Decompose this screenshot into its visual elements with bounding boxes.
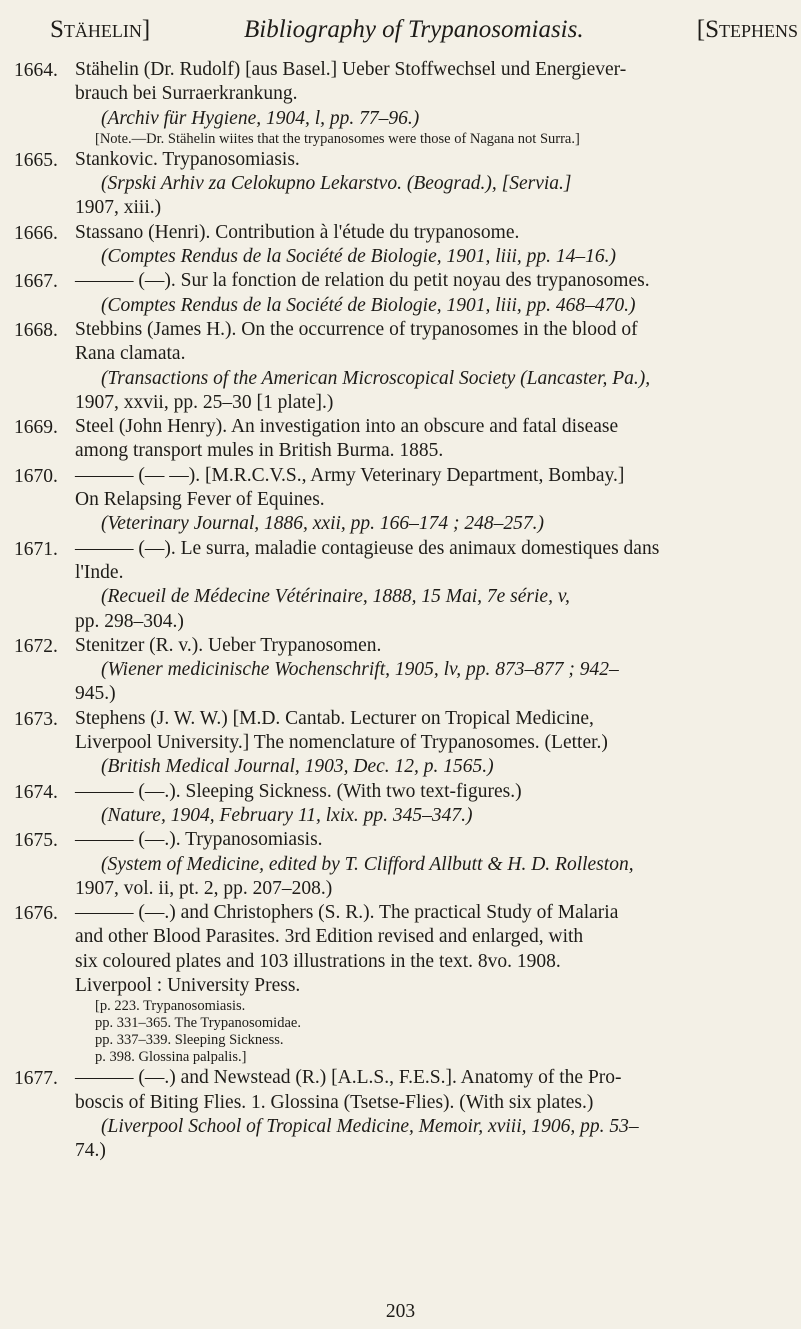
entry-body	[75, 464, 773, 537]
entry-publication-line: (Recueil de Médecine Vétérinaire, 1888, 15 Mai, 7e série, v,	[101, 586, 570, 608]
entry-line: Stenitzer (R. v.). Ueber Trypanosomen.	[75, 634, 382, 656]
entry-line: Stankovic. Trypanosomiasis.	[75, 148, 300, 170]
entry-body	[75, 269, 773, 318]
bibliography-entry	[0, 269, 801, 318]
entry-publication-line: (Archiv für Hygiene, 1904, l, pp. 77–96.)	[101, 107, 420, 129]
bibliography-entry	[0, 318, 801, 415]
entry-line: 1907, vol. ii, pt. 2, pp. 207–208.)	[75, 877, 333, 899]
entry-number: 1669.	[14, 417, 58, 439]
entry-number: 1664.	[14, 60, 58, 81]
entry-number: 1676.	[14, 903, 58, 925]
entry-line: Stephens (J. W. W.) [M.D. Cantab. Lecturer on Tropical Medicine,	[75, 707, 594, 729]
entry-publication-line: (British Medical Journal, 1903, Dec. 12, p. 1565.)	[101, 756, 494, 778]
entry-line: 1907, xiii.)	[75, 197, 162, 219]
entry-line: Stähelin (Dr. Rudolf) [aus Basel.] Ueber Stoffwechsel und Energiever-	[75, 59, 627, 80]
header-title: Bibliography of Trypanosomiasis.	[244, 16, 584, 43]
entry-body	[75, 415, 773, 464]
entry-line: ——— (—). Le surra, maladie contagieuse des animaux domestiques dans	[75, 537, 660, 559]
entry-number: 1672.	[14, 635, 58, 657]
entry-body	[75, 318, 773, 415]
entry-line: Rana clamata.	[75, 343, 186, 365]
bibliography-entry	[0, 780, 801, 829]
entry-body	[75, 148, 773, 221]
entry-subnote: pp. 337–339. Sleeping Sickness.	[95, 1032, 284, 1049]
running-header	[50, 10, 798, 50]
entry-body	[75, 221, 773, 270]
bibliography-entry	[0, 537, 801, 634]
entry-line: ——— (— —). [M.R.C.V.S., Army Veterinary Department, Bombay.]	[75, 464, 625, 486]
entry-publication-line: (Comptes Rendus de la Société de Biologie, 1901, liii, pp. 468–470.)	[101, 294, 636, 316]
entry-line: 945.)	[75, 683, 116, 705]
entry-publication-line: (Liverpool School of Tropical Medicine, Memoir, xviii, 1906, pp. 53–	[101, 1115, 639, 1137]
entry-publication-line: (Veterinary Journal, 1886, xxii, pp. 166–174 ; 248–257.)	[101, 513, 545, 535]
entry-line: ——— (—.). Trypanosomiasis.	[75, 829, 323, 851]
entry-body	[75, 58, 773, 148]
entry-number: 1675.	[14, 830, 58, 852]
entry-number: 1668.	[14, 319, 58, 341]
bibliography-entry	[0, 221, 801, 270]
bibliography-entry	[0, 901, 801, 1066]
entry-line: Stassano (Henri). Contribution à l'étude du trypanosome.	[75, 221, 520, 243]
entry-body	[75, 901, 773, 1066]
entry-line: ——— (—.). Sleeping Sickness. (With two text-figures.)	[75, 780, 522, 802]
entry-line: 1907, xxvii, pp. 25–30 [1 plate].)	[75, 391, 334, 413]
entry-line: 74.)	[75, 1140, 106, 1162]
entry-publication-line: (Transactions of the American Microscopical Society (Lancaster, Pa.),	[101, 367, 651, 389]
entry-subnote: p. 398. Glossina palpalis.]	[95, 1049, 247, 1066]
entry-line: brauch bei Surraerkrankung.	[75, 83, 298, 105]
entry-line: Steel (John Henry). An investigation into an obscure and fatal disease	[75, 416, 619, 438]
entry-line: six coloured plates and 103 illustrations in the text. 8vo. 1908.	[75, 950, 561, 972]
entry-line: boscis of Biting Flies. 1. Glossina (Tsetse-Flies). (With six plates.)	[75, 1091, 594, 1113]
entry-line: among transport mules in British Burma. 1885.	[75, 440, 444, 462]
entry-line: ——— (—). Sur la fonction de relation du petit noyau des trypanosomes.	[75, 270, 650, 292]
entry-body	[75, 634, 773, 707]
bibliography-entry	[0, 634, 801, 707]
bibliography-entry	[0, 464, 801, 537]
entry-line: Liverpool : University Press.	[75, 974, 301, 996]
entry-line: Stebbins (James H.). On the occurrence of trypanosomes in the blood of	[75, 318, 638, 340]
entry-publication-line: (Srpski Arhiv za Celokupno Lekarstvo. (Beograd.), [Servia.]	[101, 173, 572, 195]
entry-line: On Relapsing Fever of Equines.	[75, 489, 325, 511]
entry-publication-line: (Wiener medicinische Wochenschrift, 1905, lv, pp. 873–877 ; 942–	[101, 659, 619, 681]
entry-number: 1671.	[14, 538, 58, 560]
entry-line: ——— (—.) and Christophers (S. R.). The practical Study of Malaria	[75, 902, 619, 924]
entry-line: and other Blood Parasites. 3rd Edition revised and enlarged, with	[75, 926, 584, 948]
entry-line: l'Inde.	[75, 561, 124, 583]
entry-list	[0, 58, 801, 1163]
bibliography-entry	[0, 828, 801, 901]
entry-publication-line: (System of Medicine, edited by T. Clifford Allbutt & H. D. Rolleston,	[101, 853, 634, 875]
header-left: Stähelin]	[50, 16, 151, 43]
page-number: 203	[385, 1301, 416, 1322]
entry-number: 1667.	[14, 271, 58, 293]
entry-number: 1665.	[14, 149, 58, 171]
bibliography-entry	[0, 148, 801, 221]
header-right: [Stephens	[696, 16, 798, 43]
entry-line: pp. 298–304.)	[75, 610, 184, 632]
entry-number: 1670.	[14, 465, 58, 487]
entry-body	[75, 828, 773, 901]
bibliography-entry	[0, 58, 801, 148]
bibliography-entry	[0, 1066, 801, 1163]
entry-publication-line: (Nature, 1904, February 11, lxix. pp. 345–347.)	[101, 804, 473, 826]
entry-note: [Note.—Dr. Stähelin wiites that the trypanosomes were those of Nagana not Surra.]	[95, 130, 580, 147]
entry-line: ——— (—.) and Newstead (R.) [A.L.S., F.E.S.]. Anatomy of the Pro-	[75, 1067, 622, 1089]
entry-line: Liverpool University.] The nomenclature of Trypanosomes. (Letter.)	[75, 732, 608, 754]
entry-body	[75, 537, 773, 634]
entry-number: 1677.	[14, 1068, 58, 1090]
entry-body	[75, 1066, 773, 1163]
entry-subnote: [p. 223. Trypanosomiasis.	[95, 998, 246, 1015]
entry-number: 1673.	[14, 708, 58, 730]
entry-body	[75, 707, 773, 780]
bibliography-entry	[0, 415, 801, 464]
entry-body	[75, 780, 773, 829]
entry-number: 1666.	[14, 222, 58, 244]
entry-publication-line: (Comptes Rendus de la Société de Biologie, 1901, liii, pp. 14–16.)	[101, 246, 617, 268]
entry-number: 1674.	[14, 781, 58, 803]
bibliography-entry	[0, 707, 801, 780]
entry-subnote: pp. 331–365. The Trypanosomidae.	[95, 1015, 301, 1032]
